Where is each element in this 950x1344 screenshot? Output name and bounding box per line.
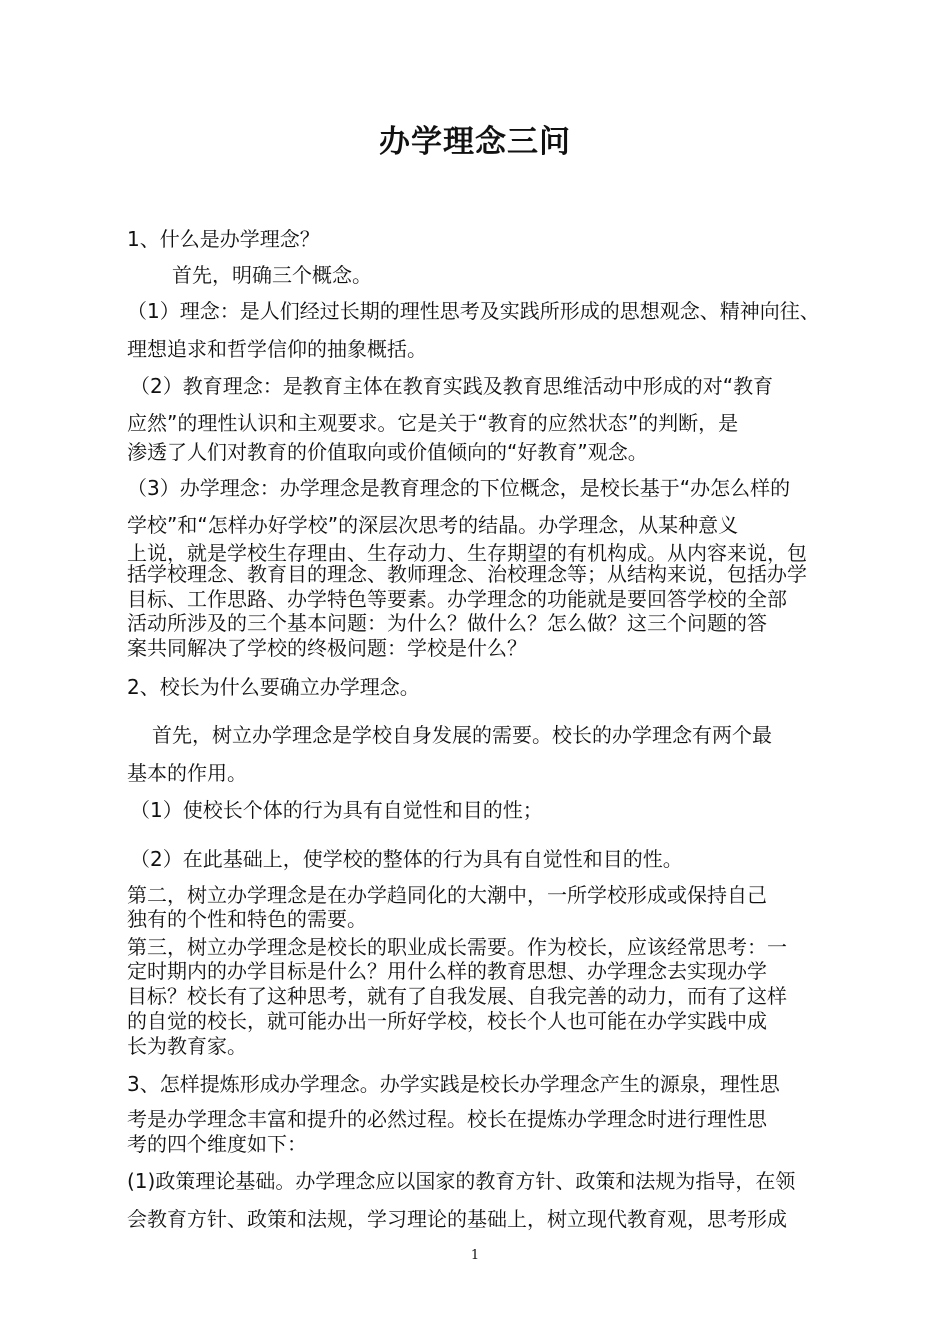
paragraph-line: (1)政策理论基础。办学理念应以国家的教育方针、政策和法规为指导，在领: [127, 1169, 796, 1193]
paragraph-line: （1）理念：是人们经过长期的理性思考及实践所形成的思想观念、精神向往、: [127, 299, 820, 323]
paragraph-line: 的自觉的校长，就可能办出一所好学校，校长个人也可能在办学实践中成: [127, 1009, 767, 1033]
paragraph-line: 第二，树立办学理念是在办学趋同化的大潮中，一所学校形成或保持自己: [127, 883, 767, 907]
paragraph-line: 定时期内的办学目标是什么？用什么样的教育思想、办学理念去实现办学: [127, 959, 767, 983]
paragraph-line: 考是办学理念丰富和提升的必然过程。校长在提炼办学理念时进行理性思: [127, 1107, 767, 1131]
paragraph-line: 活动所涉及的三个基本问题：为什么？做什么？怎么做？这三个问题的答: [127, 611, 767, 635]
section-2-heading: 2、校长为什么要确立办学理念。: [127, 675, 420, 699]
paragraph-line: 会教育方针、政策和法规，学习理论的基础上，树立现代教育观，思考形成: [127, 1207, 787, 1231]
paragraph-line: 上说，就是学校生存理由、生存动力、生存期望的有机构成。从内容来说，包: [127, 541, 807, 565]
document-title: 办学理念三问: [379, 124, 571, 160]
paragraph-line: （1）使校长个体的行为具有自觉性和目的性；: [130, 798, 543, 822]
paragraph-line: 考的四个维度如下：: [127, 1132, 307, 1156]
paragraph-line: 案共同解决了学校的终极问题：学校是什么？: [127, 636, 527, 660]
paragraph-line: 渗透了人们对教育的价值取向或价值倾向的“好教育”观念。: [127, 440, 648, 464]
paragraph-line: 应然”的理性认识和主观要求。它是关于“教育的应然状态”的判断，是: [127, 411, 739, 435]
section-3-heading: 3、怎样提炼形成办学理念。办学实践是校长办学理念产生的源泉，理性思: [127, 1072, 780, 1096]
paragraph-line: 长为教育家。: [127, 1034, 247, 1058]
paragraph-line: 第三，树立办学理念是校长的职业成长需要。作为校长，应该经常思考：一: [127, 935, 787, 959]
paragraph-line: 基本的作用。: [127, 761, 247, 785]
paragraph-line: 独有的个性和特色的需要。: [127, 907, 367, 931]
paragraph-line: 目标、工作思路、办学特色等要素。办学理念的功能就是要回答学校的全部: [127, 587, 787, 611]
paragraph-line: （2）教育理念：是教育主体在教育实践及教育思维活动中形成的对“教育: [130, 374, 774, 398]
paragraph-line: 理想追求和哲学信仰的抽象概括。: [127, 337, 427, 361]
paragraph-line: 首先，明确三个概念。: [172, 263, 372, 287]
paragraph-line: 首先，树立办学理念是学校自身发展的需要。校长的办学理念有两个最: [152, 723, 772, 747]
paragraph-line: （2）在此基础上，使学校的整体的行为具有自觉性和目的性。: [130, 847, 683, 871]
paragraph-line: 目标？校长有了这种思考，就有了自我发展、自我完善的动力，而有了这样: [127, 984, 787, 1008]
paragraph-line: 括学校理念、教育目的理念、教师理念、治校理念等；从结构来说，包括办学: [127, 562, 807, 586]
paragraph-line: 学校”和“怎样办好学校”的深层次思考的结晶。办学理念，从某种意义: [127, 513, 739, 537]
page-number: 1: [470, 1248, 480, 1263]
paragraph-line: （3）办学理念：办学理念是教育理念的下位概念，是校长基于“办怎么样的: [127, 476, 791, 500]
section-1-heading: 1、什么是办学理念？: [127, 227, 320, 251]
